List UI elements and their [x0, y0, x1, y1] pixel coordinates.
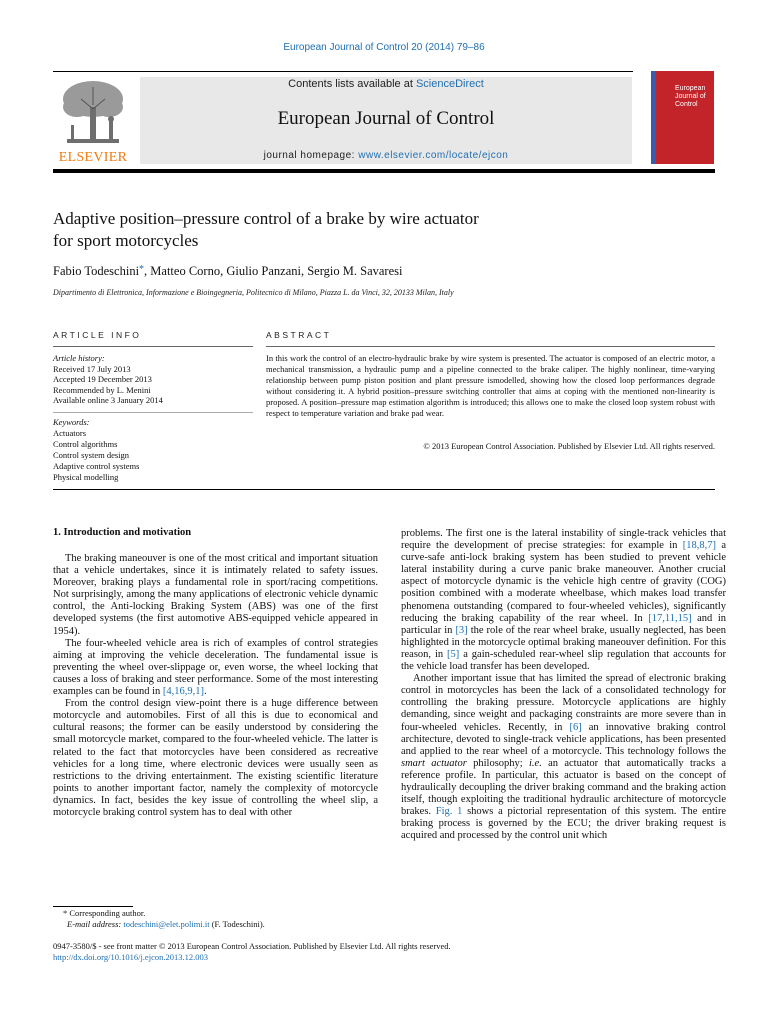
issn-line: 0947-3580/$ - see front matter © 2013 European Control Association. Published by Elsevier Ltd. All rights reserved.	[53, 941, 451, 951]
journal-title: European Journal of Control	[277, 108, 495, 129]
author-list	[53, 264, 713, 279]
history-recommended: Recommended by L. Menini	[53, 384, 151, 395]
journal-reference-link[interactable]: European Journal of Control 20 (2014) 79–86	[283, 42, 485, 53]
contents-line	[140, 78, 632, 90]
article-title-line-1: Adaptive position–pressure control of a brake by wire actuator	[53, 209, 479, 228]
keywords-label: Keywords:	[53, 417, 90, 427]
corresponding-author-note: * Corresponding author.	[63, 908, 146, 918]
keyword-item: Adaptive control systems	[53, 461, 140, 471]
header-bottom-rule	[53, 169, 715, 173]
email-label: E-mail address:	[67, 919, 124, 929]
cover-title: European Journal of Control	[675, 85, 706, 108]
publisher-wordmark: ELSEVIER	[58, 150, 128, 165]
paragraph	[53, 638, 378, 698]
paragraph-text: and in particular in	[401, 612, 727, 636]
citation-link[interactable]: [6]	[569, 721, 582, 733]
keywords	[53, 417, 253, 483]
paragraph-text: Another important issue that has limited the spread of electronic braking control in motorcycles has been the lack of a consolidated technology for controlling the braking pressure. Motorcycle applications are highly demanding, since weight and packaging constraints are more severe than in four-wheeled vehicles. Recently, in	[401, 673, 726, 733]
paragraph-text: a curve-safe anti-lock braking system has been studied to prevent vehicle lateral instability during a curve panic brake maneouver. Another crucial aspect of motorcycle dynamic is the vehicle high centre of gravity (COG) position combined with a moderate wheelbase, which makes load transfer phenomena outstanding (compared to four-wheeled vehicles), significantly reducing the braking capability of the rear wheel. In	[401, 540, 726, 624]
header-top-rule	[53, 71, 633, 72]
contents-prefix: Contents lists available at	[288, 78, 416, 90]
citation-link[interactable]: [4,16,9,1]	[162, 686, 205, 698]
paragraph-text: The four-wheeled vehicle area is rich of examples of control strategies aiming at improving the vehicle deceleration. The fundamental issue is preventing the wheel over-slippage or, even worse, the wheel locking that causes a loss of braking and steer performance. Some of the most interesting examples can be found in	[53, 637, 378, 698]
article-title-line-2: for sport motorcycles	[53, 231, 199, 250]
paragraph-text: philosophy;	[466, 757, 530, 769]
keywords-rule	[53, 412, 253, 413]
email-suffix: (F. Todeschini).	[209, 919, 265, 929]
doi-link[interactable]: http://dx.doi.org/10.1016/j.ejcon.2013.12.003	[53, 952, 208, 962]
footnote	[53, 908, 383, 930]
keyword-item: Physical modelling	[53, 472, 119, 482]
citation-link[interactable]: [3]	[455, 624, 468, 636]
history-label: Article history:	[53, 353, 105, 363]
paragraph-text: an innovative braking control architecture, devoted to single-track vehicle applications, has been presented and applied to the rear wheel of a motorcycle. This technology follows the	[401, 721, 726, 757]
paragraph-text: an actuator that automatically tracks a reference profile. In particular, this actuator is based on the concept of hydraulically decoupling the driver braking command and the braking action itself, though exploiting the traditional hydraulic architecture of motorcycle brakes.	[401, 757, 727, 818]
left-column	[53, 553, 378, 819]
affiliation: Dipartimento di Elettronica, Informazione e Bioingegneria, Politecnico di Milano, Piazza L. da Vinci, 32, 20133 Milan, Italy	[53, 288, 454, 297]
front-section-bottom-rule	[53, 489, 715, 490]
citation-link[interactable]: [18,8,7]	[682, 540, 716, 552]
emphasis-text: i.e.	[529, 757, 542, 769]
article-history	[53, 353, 253, 406]
history-accepted: Accepted 19 December 2013	[53, 374, 152, 384]
email-link[interactable]: todeschini@elet.polimi.it	[123, 919, 210, 929]
cover-side-strip	[651, 71, 656, 164]
paragraph-text: shows a pictorial representation of this system. The entire braking process is governed by the ECU; the driver braking request is acquired and processed by the control unit which	[401, 806, 727, 842]
keyword-item: Control system design	[53, 450, 130, 460]
figure-link[interactable]: Fig. 1	[435, 806, 463, 818]
paragraph-text: problems. The first one is the lateral instability of single-track vehicles that require the development of precise strategies: for example in	[401, 528, 726, 552]
homepage-prefix: journal homepage:	[263, 150, 359, 161]
history-received: Received 17 July 2013	[53, 363, 131, 374]
paragraph-text: .	[204, 686, 207, 698]
citation-link[interactable]: [17,11,15]	[648, 612, 692, 624]
abstract-text: In this work the control of an electro-hydraulic brake by wire system is presented. The actuator is composed of an electric motor, a mechanical transmission, a hydraulic pump and a pipeline connected to the brake caliper. The highly nonlinear, time-varying relationship between pump piston position and plant pressure ismodelled, showing how the closed loop performances degrade without considering it. A hybrid position–pressure switching controller that aims at coping with the mentioned non-linearity is proposed. A position–pressure map estimation algorithm is introduced; this allows one to make the closed loop system robust with respect to temperature variation and brake pad wear.	[266, 353, 715, 418]
paragraph	[401, 673, 726, 842]
history-online: Available online 3 January 2014	[53, 395, 163, 405]
paragraph-text: the role of the rear wheel brake, usually neglected, has been highlighted in the motorcycle optimal braking maneouver definition. For this reason, in	[401, 624, 726, 660]
article-info-heading: ARTICLE INFO	[53, 330, 142, 340]
abstract-copyright: © 2013 European Control Association. Published by Elsevier Ltd. All rights reserved.	[423, 441, 715, 451]
citation-link[interactable]: [5]	[447, 648, 460, 660]
homepage-line	[140, 150, 632, 161]
abstract-rule	[266, 346, 715, 347]
corresponding-author-mark[interactable]: *	[139, 264, 145, 275]
section-heading: 1. Introduction and motivation	[53, 527, 192, 538]
author-first: Fabio Todeschini	[53, 264, 140, 278]
article-info-rule	[53, 346, 253, 347]
paragraph: From the control design view-point there is a huge difference between motorcycle and automobiles. First of all this is due to economical and cultural reasons; the former can be easily understood by considering the small motorcycle market, compared to the four-wheeled vehicle. The latter is related to the fact that motorcycles have been considered as recreative vehicles for a long time, where electronic devices were usually seen as restrictions to the driving entertainment. The existing scientific literature points to another important factor, namely the complexity of motorcycle dynamics. In fact, besides the key issue of controlling the wheel slip, a motorcycle braking control system has to deal with other	[53, 698, 378, 818]
footnote-rule	[53, 906, 133, 907]
keyword-item: Actuators	[53, 428, 87, 438]
emphasis-text: smart actuator	[401, 757, 467, 769]
sciencedirect-link[interactable]: ScienceDirect	[415, 78, 484, 90]
paragraph-text: a gain-scheduled rear-wheel slip regulation that accounts for the vehicle load transfer has been developed.	[401, 648, 726, 673]
authors-rest: , Matteo Corno, Giulio Panzani, Sergio M. Savaresi	[144, 264, 403, 278]
right-column	[401, 528, 726, 842]
abstract-heading: ABSTRACT	[266, 330, 332, 340]
email-line	[53, 919, 383, 930]
paragraph: The braking maneouver is one of the most critical and important situation that a vehicle undertakes, since it is intimately related to safety issues. Moreover, braking plays a fundamental role in sport/racing competitions. Not surprisingly, among the many applications of electronic vehicle dynamic control, the Anti-locking Braking System (ABS) was one of the first developed systems (the first automotive ABS-equipped vehicle appeared in 1954).	[53, 553, 378, 637]
paragraph	[401, 528, 726, 673]
homepage-link[interactable]: www.elsevier.com/locate/ejcon	[358, 150, 509, 161]
article-title	[53, 208, 653, 252]
keyword-item: Control algorithms	[53, 439, 118, 449]
front-matter	[53, 941, 653, 963]
